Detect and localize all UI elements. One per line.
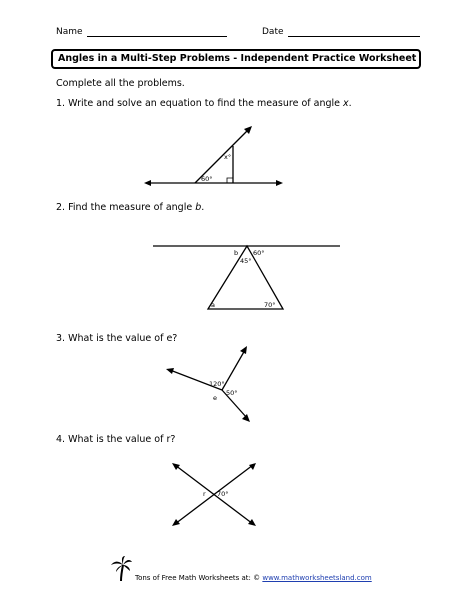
question-text: Write and solve an equation to find the measure of angle [68,98,344,109]
question-variable: b [195,202,202,213]
date-line[interactable] [288,27,420,37]
angle-label-b: b [234,249,239,257]
footer-link[interactable]: www.mathworksheetsland.com [262,574,372,582]
angle-label-e: e [213,394,217,402]
question-text: What is the value of e? [68,333,178,344]
question-number: 4. [56,434,66,445]
footer-text: Tons of Free Math Worksheets at: © [135,574,263,582]
date-field [262,27,420,37]
name-line[interactable] [87,27,227,37]
worksheet-title: Angles in a Multi-Step Problems - Independent Practice Worksheet [51,49,421,69]
question-variable: x [343,98,349,109]
figure-4 [165,458,265,533]
angle-label-45: 45° [240,257,252,265]
question-1: 1. Write and solve an equation to find the measure of angle x. [56,98,352,109]
angle-label-70: 70° [264,301,276,309]
angle-label-70: 70° [217,490,229,498]
name-field [56,27,227,37]
question-number: 3. [56,333,66,344]
question-text: What is the value of r? [68,434,176,445]
date-label: Date [262,27,284,37]
figure-1 [140,118,290,193]
angle-label-60: 60° [201,175,213,183]
question-number: 2. [56,202,66,213]
angle-label-60: 60° [253,249,265,257]
instructions: Complete all the problems. [56,78,185,89]
angle-label-50: 50° [226,389,238,397]
angle-label-x: x° [224,153,232,161]
name-label: Name [56,27,83,37]
question-text: Find the measure of angle [68,202,196,213]
figure-2 [150,240,350,315]
footer [135,574,372,582]
question-2: 2. Find the measure of angle b. [56,202,205,213]
palm-tree-icon [110,556,132,582]
question-4 [56,434,175,445]
angle-label-a: a [211,301,215,309]
figure-3 [160,342,280,427]
question-number: 1. [56,98,66,109]
angle-label-120: 120° [209,380,225,388]
angle-label-r: r [203,490,206,498]
